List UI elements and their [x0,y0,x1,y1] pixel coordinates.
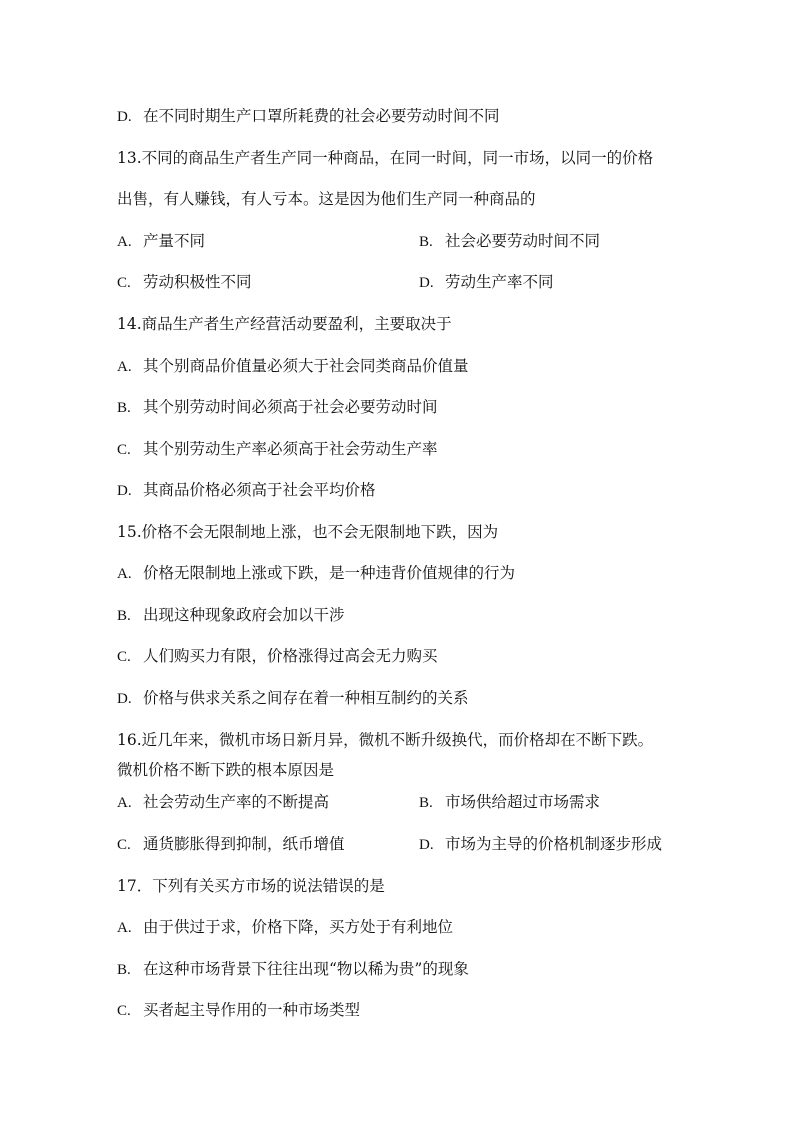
q16-option-c [117,834,345,855]
option-text: 出现这种现象政府会加以干涉 [143,606,345,624]
option-text: 其商品价格必须高于社会平均价格 [143,481,376,499]
option-label: D. [117,483,132,499]
option-label: B. [419,795,433,811]
question-text: 14.商品生产者生产经营活动要盈利，主要取决于 [117,315,452,333]
q16-option-d [419,834,662,855]
option-label: C. [117,837,131,853]
q14-option-d [117,480,376,501]
q14-stem [117,314,452,334]
q13-stem-line-1 [117,148,653,168]
q16-stem-line-1 [117,730,653,750]
option-text: 市场为主导的价格机制逐步形成 [445,835,663,853]
option-text: 市场供给超过市场需求 [445,793,601,811]
option-text: 买者起主导作用的一种市场类型 [143,1001,361,1019]
q14-option-b [117,397,438,418]
option-label: D. [117,691,132,707]
q17-option-a [117,917,453,938]
option-label: A. [117,795,132,811]
option-label: C. [117,442,131,458]
q14-option-a [117,356,469,377]
option-text: 在这种市场背景下往往出现“物以稀为贵”的现象 [143,960,469,978]
q16-stem-line-2 [117,760,334,780]
option-label: C. [117,275,131,291]
question-text: 17．下列有关买方市场的说法错误的是 [117,877,385,895]
q17-option-b [117,959,469,980]
q15-option-d [117,688,469,709]
q13-options-ab [117,231,205,252]
option-text: 在不同时期生产口罩所耗费的社会必要劳动时间不同 [143,107,500,125]
option-label: D. [117,109,132,125]
option-text: 价格与供求关系之间存在着一种相互制约的关系 [143,689,469,707]
option-label: B. [117,962,131,978]
option-label: D. [419,275,434,291]
question-text: 出售，有人赚钱，有人亏本。这是因为他们生产同一种商品的 [117,190,536,208]
q13-stem-line-2 [117,189,536,209]
q15-option-c [117,646,438,667]
option-label: A. [117,234,132,250]
option-text: 其个别商品价值量必须大于社会同类商品价值量 [143,357,469,375]
q15-stem [117,522,498,542]
q13-options-cd [117,272,252,293]
option-text: 社会劳动生产率的不断提高 [143,793,330,811]
option-text: 劳动生产率不同 [445,273,554,291]
option-text: 其个别劳动生产率必须高于社会劳动生产率 [143,440,438,458]
option-text: 劳动积极性不同 [143,273,252,291]
q17-option-c [117,1000,360,1021]
option-text: 产量不同 [143,232,206,250]
option-label: D. [419,837,434,853]
option-text: 其个别劳动时间必须高于社会必要劳动时间 [143,398,438,416]
option-label: A. [117,920,132,936]
option-label: C. [117,1003,131,1019]
q15-option-b [117,605,345,626]
question-text: 13.不同的商品生产者生产同一种商品，在同一时间，同一市场，以同一的价格 [117,149,654,167]
option-label: A. [117,359,132,375]
option-label: A. [117,566,132,582]
option-label: B. [117,608,131,624]
q16-option-a [117,792,329,813]
q17-stem [117,876,385,896]
q13-option-b [419,231,600,252]
option-label: C. [117,649,131,665]
q16-option-b [419,792,600,813]
option-text: 人们购买力有限，价格涨得过高会无力购买 [143,647,438,665]
question-text: 微机价格不断下跌的根本原因是 [117,761,335,779]
option-text: 通货膨胀得到抑制，纸币增值 [143,835,345,853]
question-text: 15.价格不会无限制地上涨，也不会无限制地下跌，因为 [117,523,499,541]
q13-option-d [419,272,554,293]
option-label: B. [419,234,433,250]
option-text: 价格无限制地上涨或下跌，是一种违背价值规律的行为 [143,564,516,582]
option-label: B. [117,400,131,416]
q15-option-a [117,563,515,584]
option-text: 由于供过于求，价格下降，买方处于有利地位 [143,918,454,936]
question-text: 16.近几年来，微机市场日新月异，微机不断升级换代，而价格却在不断下跌。 [117,731,654,749]
q12-option-d [117,106,500,127]
q14-option-c [117,439,438,460]
option-text: 社会必要劳动时间不同 [445,232,601,250]
